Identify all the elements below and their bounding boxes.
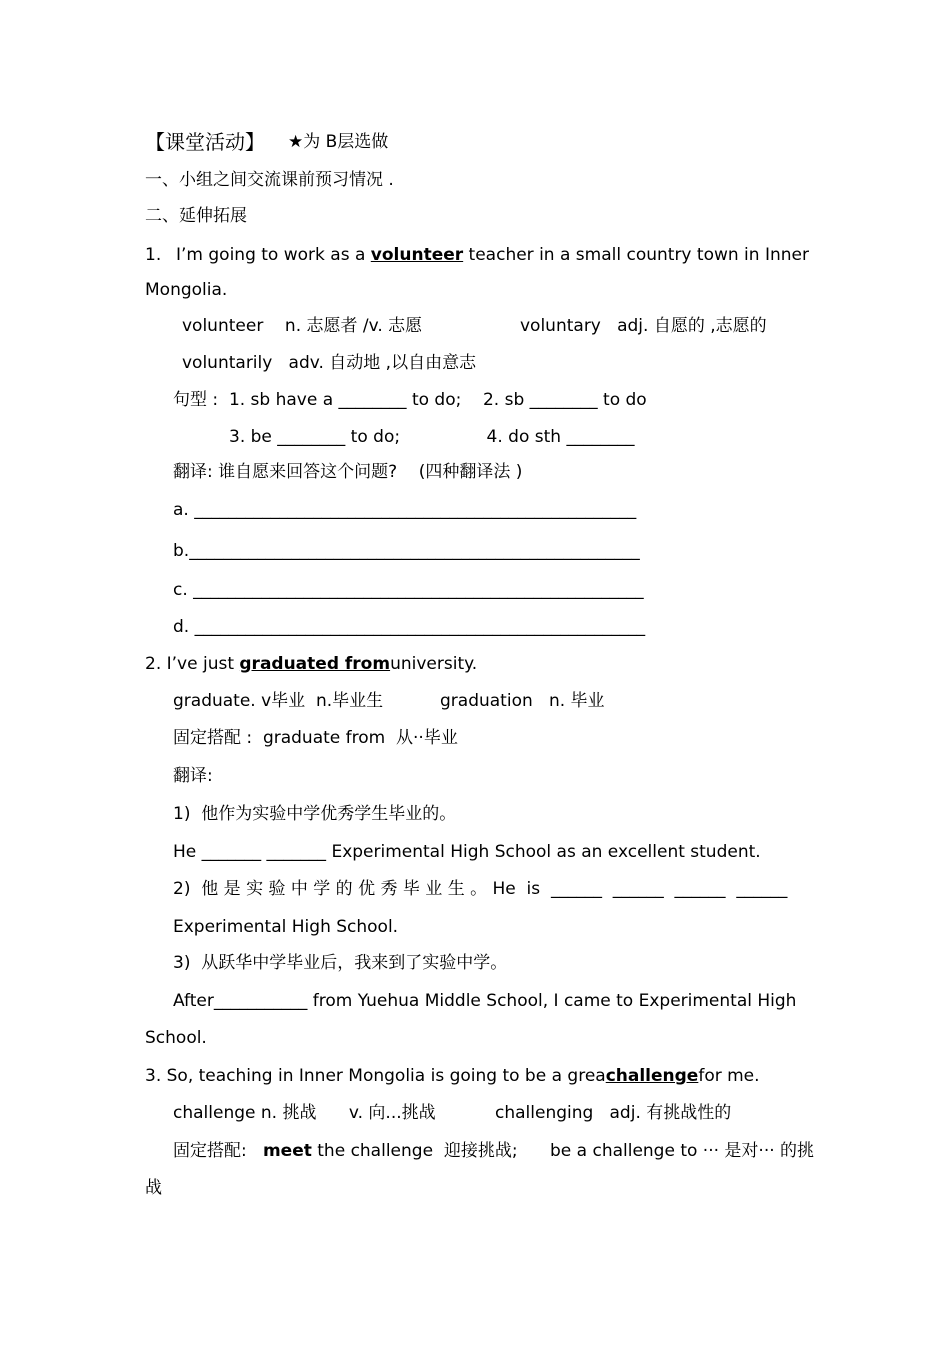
item1-sentence-cont: Mongolia.: [145, 280, 228, 300]
header-note: ★为 B层选做: [288, 132, 389, 152]
item3-collocation-cont: 战: [145, 1178, 162, 1198]
item1-translate: 翻译: 谁自愿来回答这个问题? (四种翻译法 ): [173, 462, 523, 482]
item2-keyword: graduated from: [239, 654, 391, 674]
item2-sentence-1-cn: 1) 他作为实验中学优秀学生毕业的。: [173, 804, 457, 824]
header-title: 【课堂活动】: [145, 130, 265, 154]
section-one: 一、小组之间交流课前预习情况 .: [145, 170, 394, 190]
item1-answer-d: d. _____________________________________________________: [173, 617, 646, 637]
item1-vocab-voluntarily: voluntarily adv. 自动地 ,以自由意志: [182, 353, 477, 373]
item3-collocation: [173, 1141, 814, 1161]
item2-sentence-3-en-cont: School.: [145, 1028, 207, 1048]
item2-text-a: 2. I’ve just: [145, 654, 240, 674]
item1-vocab-voluntary: voluntary adj. 自愿的 ,志愿的: [520, 316, 767, 336]
item1-number: 1.: [145, 245, 162, 265]
item2-text-b: university.: [390, 654, 478, 674]
item2-sentence-3-cn: 3) 从跃华中学毕业后，我来到了实验中学。: [173, 953, 508, 973]
item3-collocation-text: the challenge 迎接挑战; be a challenge to ··· 是对··· 的挑: [311, 1141, 815, 1161]
item2-sentence-3-en: After___________ from Yuehua Middle School, I came to Experimental High: [173, 991, 797, 1011]
item1-answer-a: a. ____________________________________________________: [173, 500, 637, 520]
item2-sentence: [145, 654, 477, 674]
item3-collocation-label: 固定搭配:: [173, 1141, 263, 1161]
item1-text-b: teacher in a small country town in Inner: [463, 245, 809, 265]
item2-sentence-2-en: Experimental High School.: [173, 917, 399, 937]
item1-answer-c: c. _____________________________________________________: [173, 580, 644, 600]
item1-pattern-1: 句型 : 1. sb have a ________ to do; 2. sb ________ to do: [173, 390, 647, 410]
item2-sentence-1-en: He _______ _______ Experimental High School as an excellent student.: [173, 842, 761, 862]
item1-text-a: I’m going to work as a: [176, 245, 371, 265]
section-two: 二、延伸拓展: [145, 206, 247, 226]
item3-collocation-keyword: meet: [262, 1141, 312, 1161]
item3-keyword: challenge: [605, 1066, 699, 1086]
item1-vocab-volunteer: volunteer n. 志愿者 /v. 志愿: [182, 316, 423, 336]
item3-text-a: 3. So, teaching in Inner Mongolia is going to be a grea: [145, 1066, 606, 1086]
item2-collocation: 固定搭配 : graduate from 从··毕业: [173, 728, 458, 748]
item1-pattern-2: 3. be ________ to do; 4. do sth ________: [229, 427, 635, 447]
item2-vocab-graduate: graduate. v毕业 n.毕业生: [173, 691, 384, 711]
item1-sentence: [176, 245, 809, 265]
item3-vocab-challenging: challenging adj. 有挑战性的: [495, 1103, 732, 1123]
item1-keyword: volunteer: [370, 245, 464, 265]
item3-vocab-challenge: challenge n. 挑战 v. 向...挑战: [173, 1103, 436, 1123]
item3-text-b: for me.: [698, 1066, 760, 1086]
item2-vocab-graduation: graduation n. 毕业: [440, 691, 605, 711]
item2-translate-label: 翻译:: [173, 766, 213, 786]
item1-answer-b: b._____________________________________________________: [173, 541, 640, 561]
item2-sentence-2: 2) 他 是 实 验 中 学 的 优 秀 毕 业 生 。 He is ______ ______ ______ ______: [173, 879, 788, 899]
item3-sentence: [145, 1066, 760, 1086]
